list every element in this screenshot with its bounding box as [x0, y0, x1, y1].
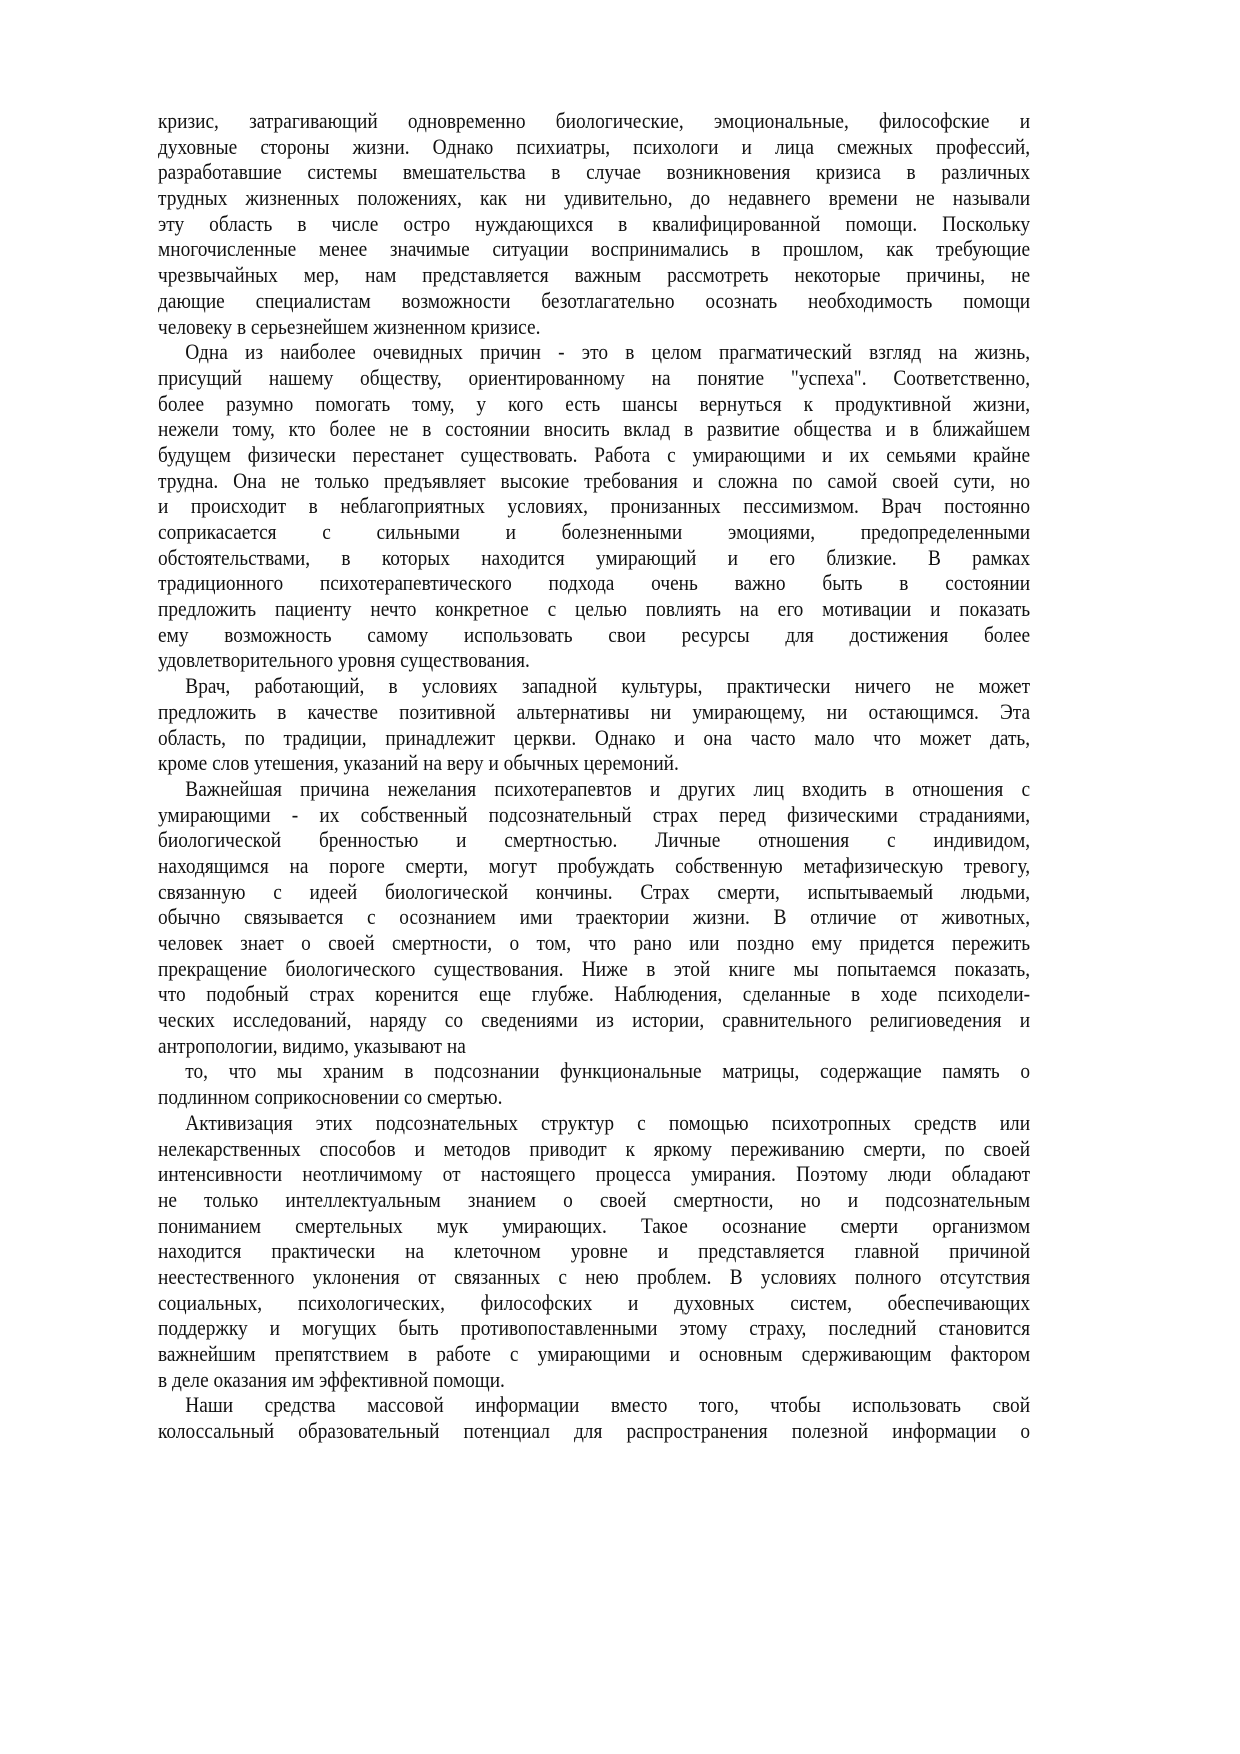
text-line: соприкасается с сильными и болезненными эмоциями, предопределенными — [158, 519, 1031, 544]
text-line: более разумно помогать тому, у кого есть шансы вернуться к продуктивной жизни, — [158, 390, 1031, 416]
text-line: Одна из наиболее очевидных причин - это в целом прагматический взгляд на жизнь, — [185, 339, 1031, 365]
text-line: традиционного психотерапевтического подхода очень важно быть в состоянии — [158, 570, 1031, 596]
text-line: эту область в числе остро нуждающихся в квалифицированной помощи. Поскольку — [158, 210, 1031, 236]
text-line: и происходит в неблагоприятных условиях, пронизанных пессимизмом. Врач постоянно — [158, 493, 1031, 519]
text-line: разработавшие системы вмешательства в случае возникновения кризиса в различных — [158, 159, 1031, 185]
text-line: прекращение биологического существования. Ниже в этой книге мы попытаемся показать, — [158, 955, 1031, 981]
text-line: ческих исследований, наряду со сведениями из истории, сравнительного религиоведения и — [158, 1007, 1031, 1033]
paragraph — [158, 776, 1030, 1059]
text-line: находящимся на пороге смерти, могут пробуждать собственную метафизическую тревогу, — [158, 852, 1031, 878]
text-line: умирающими - их собственный подсознательный страх перед физическими страданиями, — [158, 801, 1031, 827]
text-line: присущий нашему обществу, ориентированному на понятие "успеха". Соответственно, — [158, 364, 1031, 390]
text-line: то, что мы храним в подсознании функциональные матрицы, содержащие память о — [185, 1058, 1031, 1084]
text-line: нежели тому, кто более не в состоянии вносить вклад в развитие общества и в ближайшем — [158, 416, 1031, 442]
text-line: важнейшим препятствием в работе с умирающими и основным сдерживающим фактором — [158, 1341, 1031, 1366]
text-line: человек знает о своей смертности, о том, что рано или поздно ему придется пережить — [158, 930, 1031, 955]
text-line: находится практически на клеточном уровне и представляется главной причиной — [158, 1238, 1031, 1264]
paragraph — [158, 339, 1030, 673]
text-line: предложить в качестве позитивной альтернативы ни умирающему, ни остающимся. Эта — [158, 698, 1031, 724]
text-line: Важнейшая причина нежелания психотерапевтов и других лиц входить в отношения с — [185, 775, 1031, 801]
text-line: обычно связывается с осознанием ими траектории жизни. В отличие от животных, — [158, 904, 1031, 930]
text-line: трудна. Она не только предъявляет высокие требования и сложна по самой своей сути, но — [158, 467, 1031, 493]
text-line: пониманием смертельных мук умирающих. Такое осознание смерти организмом — [158, 1212, 1031, 1238]
text-line: многочисленные менее значимые ситуации воспринимались в прошлом, как требующие — [158, 236, 1031, 262]
text-line: интенсивности неотличимому от настоящего процесса умирания. Поэтому люди обладают — [158, 1161, 1031, 1187]
paragraph — [158, 108, 1030, 339]
text-line: дающие специалистам возможности безотлагательно осознать необходимость помощи — [158, 287, 1031, 313]
paragraph — [158, 1058, 1030, 1109]
text-line: обстоятельствами, в которых находится умирающий и его близкие. В рамках — [158, 544, 1031, 570]
text-line: ему возможность самому использовать свои ресурсы для достижения более — [158, 621, 1031, 647]
text-line: в деле оказания им эффективной помощи. — [158, 1366, 505, 1392]
text-line: Активизация этих подсознательных структур с помощью психотропных средств или — [185, 1109, 1031, 1135]
text-line: кризис, затрагивающий одновременно биологические, эмоциональные, философские и — [158, 108, 1031, 133]
text-line: подлинном соприкосновении со смертью. — [158, 1084, 503, 1110]
text-line: кроме слов утешения, указаний на веру и обычных церемоний. — [158, 750, 679, 776]
text-line: будущем физически перестанет существовать. Работа с умирающими и их семьями крайне — [158, 441, 1031, 467]
text-line: не только интеллектуальным знанием о своей смертности, но и подсознательным — [158, 1186, 1031, 1212]
text-line: нелекарственных способов и методов приводит к яркому переживанию смерти, по своей — [158, 1135, 1031, 1161]
text-line: человеку в серьезнейшем жизненном кризисе. — [158, 313, 541, 339]
paragraph — [158, 1392, 1030, 1443]
text-line: Наши средства массовой информации вместо того, чтобы использовать свой — [185, 1392, 1031, 1418]
text-line: что подобный страх коренится еще глубже. Наблюдения, сделанные в ходе психодели- — [158, 981, 1031, 1007]
body-text — [158, 108, 1030, 1444]
text-line: Врач, работающий, в условиях западной культуры, практически ничего не может — [185, 673, 1031, 699]
text-line: неестественного уклонения от связанных с нею проблем. В условиях полного отсутствия — [158, 1263, 1031, 1289]
text-line: биологической бренностью и смертностью. Личные отношения с индивидом, — [158, 827, 1031, 853]
text-line: колоссальный образовательный потенциал для распространения полезной информации о — [158, 1418, 1031, 1444]
text-line: предложить пациенту нечто конкретное с целью повлиять на его мотивации и показать — [158, 596, 1031, 622]
text-line: удовлетворительного уровня существования. — [158, 647, 530, 673]
text-line: духовные стороны жизни. Однако психиатры, психологи и лица смежных профессий, — [158, 133, 1031, 159]
text-line: чрезвычайных мер, нам представляется важным рассмотреть некоторые причины, не — [158, 262, 1031, 288]
text-line: связанную с идеей биологической кончины. Страх смерти, испытываемый людьми, — [158, 878, 1031, 904]
text-line: поддержку и могущих быть противопоставленными этому страху, последний становится — [158, 1315, 1031, 1341]
text-line: трудных жизненных положениях, как ни удивительно, до недавнего времени не называли — [158, 185, 1031, 211]
text-line: область, по традиции, принадлежит церкви. Однако и она часто мало что может дать, — [158, 724, 1031, 750]
text-line: социальных, психологических, философских и духовных систем, обеспечивающих — [158, 1289, 1031, 1315]
paragraph — [158, 673, 1030, 776]
paragraph — [158, 1110, 1030, 1393]
text-line: антропологии, видимо, указывают на — [158, 1032, 466, 1058]
